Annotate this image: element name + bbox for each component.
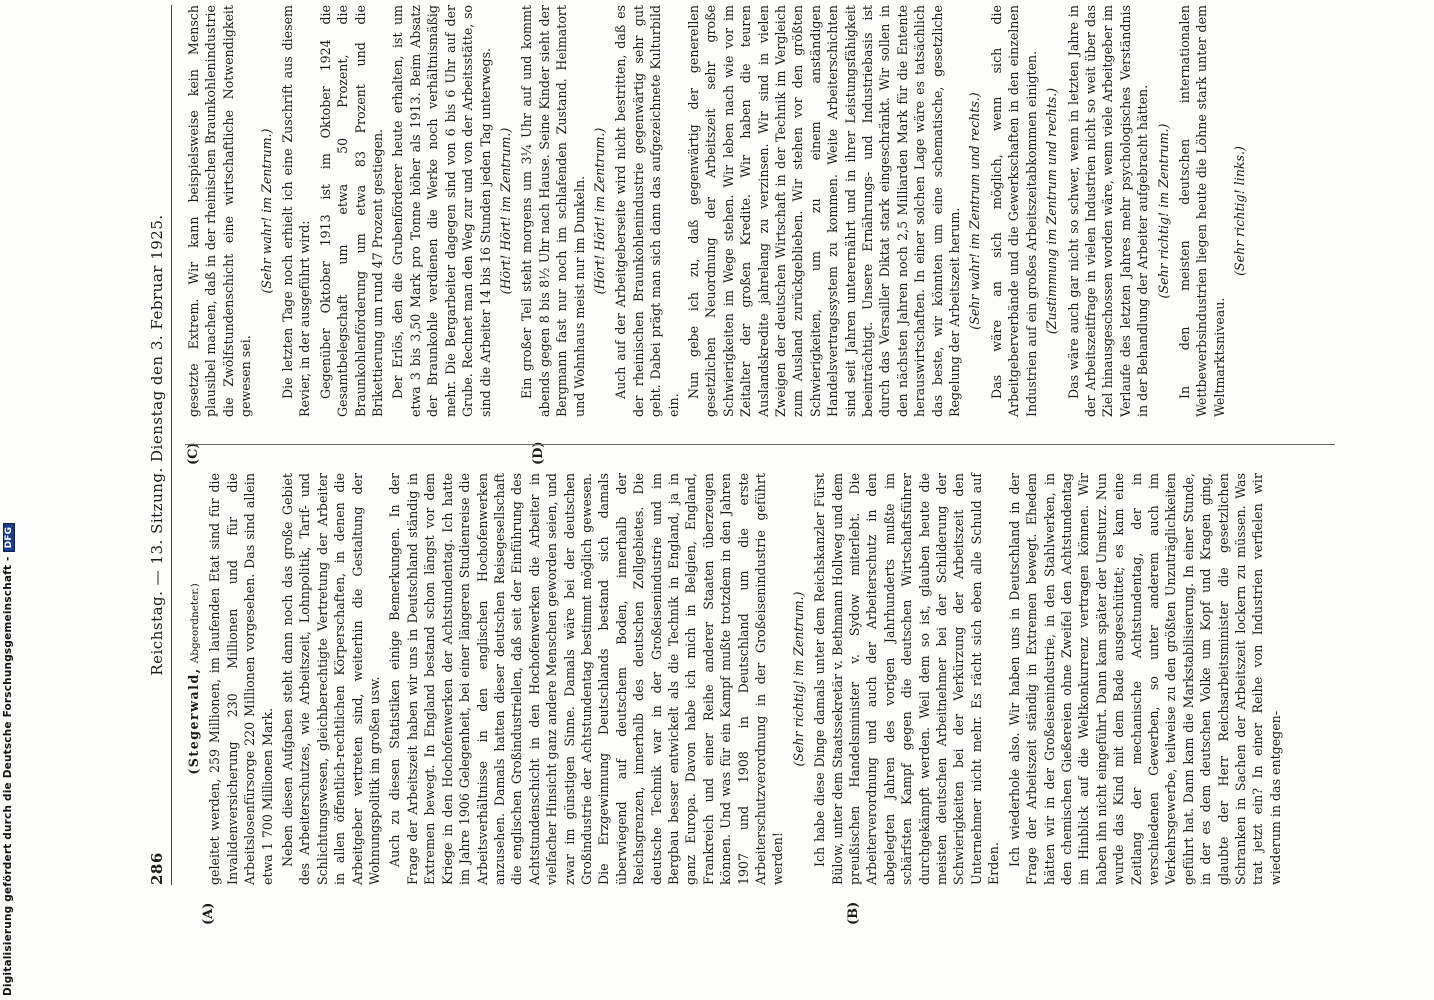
speaker-role: Abgeordneter.)	[189, 583, 201, 664]
interjection: (Sehr richtig! links.)	[1232, 146, 1248, 276]
document-sheet	[145, 5, 1375, 925]
interjection: (Hört! Hört! im Zentrum.)	[591, 127, 607, 295]
margin-marker-a: (A)	[201, 902, 216, 925]
margin-marker-b: (B)	[846, 901, 861, 925]
interjection: (Sehr richtig! im Zentrum.)	[790, 591, 806, 767]
interjection: (Sehr richtig! im Zentrum.)	[1155, 123, 1171, 299]
paragraph: Die letzten Tage noch erhielt ich eine Zuschrift aus diesem Revier, in der ausgeführt wird:	[280, 5, 313, 417]
paragraph: In den meisten deutschen internationalen Wettbewerbsindustrien liegen heute die Löhne stark unter dem Weltmarktsniveau.	[1176, 5, 1227, 417]
paragraph: Ich habe diese Dinge damals unter dem Reichskanzler Fürst Bülow, unter dem Staatssekretär v. Bethmann Hollweg und dem preußischen Handelsminister v. Sydow miterlebt. Die Arbeiterverordnung und auch der Arbeiterschutz in den abgelegten Jahren des vorigen Jahrhunderts mußte im schärfsten Kampf gegen die deutschen Wirtschaftsführer durchgekämpft werden. Weil dem so ist, glauben heute die meisten deutschen Arbeitnehmer bei der Schilderung der Schwierigkeiten bei der Verkürzung der Arbeitszeit den Unternehmer nicht mehr. Es rächt sich eben alle Schuld auf Erden.	[812, 473, 1002, 885]
left-column	[185, 473, 1375, 885]
paragraph: Der Erlös, den die Grubenförderer heute erhalten, ist um etwa 3 bis 3,50 Mark pro Tonne höher als 1913. Beim Absatz der Braunkohle verdienen die Werke noch verhältnismäßig mehr. Die Bergarbeiter dagegen sind von 6 bis 6 Uhr auf der Grube. Rechnet man den Weg zur und von der Arbeitsstätte, so sind die Arbeiter 14 bis 16 Stunden jeden Tag unterwegs.	[390, 5, 493, 417]
digitization-credit	[2, 523, 15, 996]
speaker-line	[185, 473, 204, 885]
quotation: Gegenüber Oktober 1913 ist im Oktober 1924 die Gesamtbelegschaft um etwa 50 Prozent, die Braunkohlenförderung um etwa 83 Prozent und die Brikettierung um rund 47 Prozent gestiegen.	[317, 5, 386, 417]
margin-marker-d: (D)	[531, 441, 546, 465]
paragraph: Auch auf der Arbeitgeberseite wird nicht bestritten, daß es der rheinischen Braunkohlenindustrie gegenwärtig sehr gut geht. Dabei prägt man sich dann das aufgezeichnete Kulturbild ein.	[613, 5, 681, 417]
paragraph: geleitet werden, 259 Millionen, im laufenden Etat sind für die Invalidenversicherung 230 Millionen und für die Arbeitslosenfürsorge 220 Millionen vorgesehen. Das sind allein etwa 1 700 Millionen Mark.	[207, 473, 275, 885]
page-number: 286	[148, 852, 166, 885]
interjection: (Sehr wahr! im Zentrum.)	[258, 128, 274, 294]
dfg-logo-icon: DFG	[3, 523, 15, 553]
paragraph: Auch zu diesen Statistiken einige Bemerkungen. In der Frage der Arbeitszeit haben wir uns in Deutschland ständig in Extremen bewegt. In England bestand schon längst vor dem Kriege in den Hochofenwerken der Achtstundentag. Ich hatte im Jahre 1906 Gelegenheit, bei einer längeren Studienreise die Arbeitsverhältnisse in den englischen Hochofenwerken anzusehen. Damals hatten dieser deutschen Reisegesellschaft die englischen Großindustriellen, daß seit der Einführung des Achtstundenschicht in den Hochofenwerken die Arbeiter in vielfacher Hinsicht ganz andere Menschen geworden seien, und zwar im günstigen Sinne. Damals wäre bei der deutschen Großindustrie der Achtstundentag bestimmt möglich gewesen. Die Erzgewinnung Deutschlands bestand sich damals überwiegend auf deutschem Boden, innerhalb der Reichsgrenzen, innerhalb des deutschen Zollgebietes. Die deutsche Technik war in der Großeisenindustrie und im Bergbau besser entwickelt als die Technik in England, ja in ganz Europa. Davon habe ich mich in Belgien, England, Frankreich und einer Reihe anderer Staaten überzeugen können. Und was für ein Kampf mußte trotzdem in den Jahren 1907 und 1908 in Deutschland um die erste Arbeiterschutzverordnung in der Großeisenindustrie geführt werden!	[387, 473, 786, 885]
margin-marker-c: (C)	[186, 442, 201, 465]
paragraph: Das wäre an sich möglich, wenn sich die Arbeitgeberverbände und die Gewerkschaften in den einzelnen Industrien auf ein großes Arbeitszeitabkommen einigten.	[988, 5, 1039, 417]
page-header	[145, 5, 172, 885]
speaker-name: (Stegerwald,	[186, 667, 201, 775]
page-title: Reichstag. — 13. Sitzung. Dienstag den 3. Februar 1925.	[148, 214, 166, 676]
paragraph: Ich wiederhole also. Wir haben uns in Deutschland in der Frage der Arbeitszeit ständig in Extremen bewegt. Ehedem hätten wir in der Großeisenindustrie, in den Stahlwerken, in den chemischen Gießereien ohne Zweifel den Achtstundentag im Hinblick auf die Weltkonkurrenz vertragen können. Wir haben ihn nicht eingeführt. Dann kam später der Umsturz. Nun wurde das Kind mit dem Bade ausgeschüttet; es kam eine Zeitlang der mechanische Achtstundentag, der in verschiedenen Gewerben, so unter anderem auch im Verkehrsgewerbe, teilweise zu den größten Unzuträglichkeiten geführt hat. Dann kam die Markstabilisierung. In einer Stunde, in der es dem deutschen Volke um Kopf und Kragen ging, glaubte der Herr Reichsarbeitsminister die gesetzlichen Schranken in Sachen der Arbeitszeit lockern zu müssen. Was trat jetzt ein? In einer Reihe von Industrien verfielen wir wiederum in das entgegen-	[1006, 473, 1283, 885]
paragraph: Neben diesen Aufgaben steht dann noch das große Gebiet des Arbeiterschutzes, wie Arbeitszeit, Lohnpolitik, Tarif- und Schlichtungswesen, gleichberechtigte Vertretung der Arbeiter in allen öffentlich-rechtlichen Körperschaften, in denen die Arbeitgeber vertreten sind, weiterhin die Gestaltung der Wohnungspolitik im großen usw.	[280, 473, 383, 885]
paragraph: gesetzte Extrem. Wir kann beispielsweise kein Mensch plausibel machen, daß in der rheinischen Braunkohlenindustrie die Zwölfstundenschicht eine wirtschaftliche Notwendigkeit gewesen sei.	[186, 5, 254, 417]
interjection: (Sehr wahr! im Zentrum und rechts.)	[967, 92, 983, 330]
right-column	[185, 5, 1375, 417]
interjection: (Hört! Hört! im Zentrum.)	[497, 127, 513, 295]
interjection: (Zustimmung im Zentrum und rechts.)	[1044, 87, 1060, 335]
column-divider	[185, 444, 1335, 445]
paragraph: Ein großer Teil steht morgens um 3¼ Uhr auf und kommt abends gegen 8 bis 8½ Uhr nach Hause. Seine Kinder sieht der Bergmann fast nur noch im schlafenden Zustand. Heimatort und Wohnhaus meist nur im Dunkeln.	[519, 5, 587, 417]
paragraph: Das wäre auch gar nicht so schwer, wenn in letzten Jahre in der Arbeitszeitfrage in vielen Industrien nicht so weit über das Ziel hinausgeschossen worden wäre, wenn viele Arbeitgeber im Verlaufe des letzten Jahres mehr psychologisches Verständnis in der Behandlung der Arbeiter aufgebracht hätten.	[1065, 5, 1151, 417]
paragraph: Nun gebe ich zu, daß gegenwärtig der generellen gesetzlichen Neuordnung der Arbeitszeit sehr große Schwierigkeiten im Wege stehen. Wir leben nach wie vor im Zeitalter der großen Kredite. Wir haben die teuren Auslandskredite jahrelang zu verzinsen. Wir sind in vielen Zweigen der deutschen Wirtschaft in der Technik im Vergleich zum Ausland zurückgeblieben. Wir stehen vor den größten Schwierigkeiten, um zu einem anständigen Handelsvertragssystem zu kommen. Weite Arbeiterschichten sind seit Jahren unterernährt und in ihrer Leistungsfähigkeit beeinträchtigt. Unsere Ernährungs- und Industriebasis ist durch das Versailler Diktat stark eingeschränkt. Wir sollen in den nächsten Jahren noch 2,5 Milliarden Mark für die Entente herauswirtschaften. In einer solchen Lage wäre es tatsächlich das beste, wir könnten um eine schematische, gesetzliche Regelung der Arbeitszeit herum.	[685, 5, 963, 417]
credit-text: Digitalisierung gefördert durch die Deutsche Forschungsgemeinschaft -	[2, 556, 14, 996]
